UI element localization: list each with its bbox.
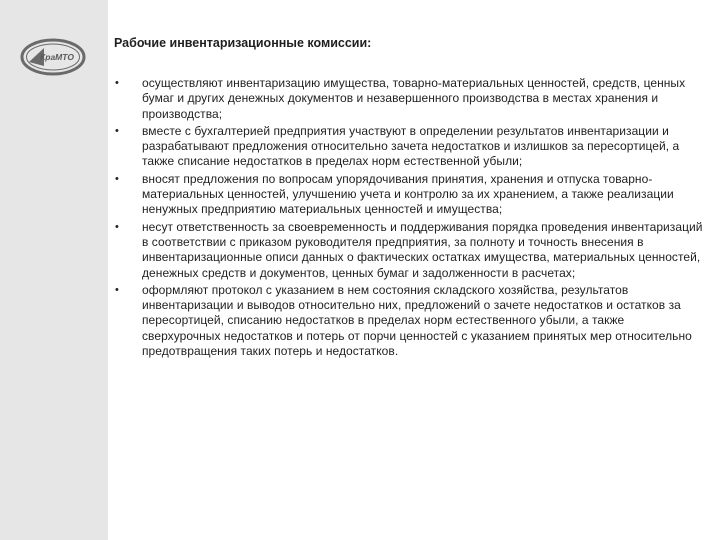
list-item-text: осуществляют инвентаризацию имущества, товарно-материальных ценностей, средств, ценных бумаг и других денежных документов и незавершенного производства в местах хранения и производства; — [142, 76, 686, 121]
bullet-marker: • — [115, 77, 119, 89]
logo-text: КраМТО — [40, 52, 74, 62]
bullet-marker: • — [115, 220, 119, 233]
page-title: Рабочие инвентаризационные комиссии: — [114, 36, 372, 50]
list-item — [114, 172, 704, 218]
list-item-text: оформляют протокол с указанием в нем состояния складского хозяйства, результатов инвентаризации и выводов относительно них, предложений о зачете недостатков и остатков за пересортицей, списанию недостатков в пределах норм естественного убыли, а также сверхурочных недостатков и потерь от порчи ценностей с указанием принятых мер относительно предотвращения таких потерь и недостатков. — [142, 282, 692, 359]
bullet-list — [114, 76, 704, 359]
company-logo — [20, 38, 86, 76]
logo-emblem-icon — [20, 38, 86, 76]
bullet-marker: • — [115, 172, 119, 185]
main-content — [114, 36, 704, 361]
list-item — [114, 124, 704, 170]
list-item — [114, 283, 704, 359]
bullet-marker: • — [115, 283, 119, 296]
list-item — [114, 220, 704, 281]
bullet-marker: • — [115, 124, 119, 137]
list-item-text: вместе с бухгалтерией предприятия участвуют в определении результатов инвентаризации и разрабатывают предложения относительно зачета недостатков и излишков за пересортицей, а также списание недостатков в пределах норм естественной убыли; — [142, 123, 680, 169]
left-sidebar-band — [0, 0, 108, 540]
list-item-text: несут ответственность за своевременность и поддерживания порядка проведения инвентаризаций в соответствии с приказом руководителя предприятия, за полноту и точность внесения в инвентаризационные описи данных о фактических остатках имущества, материальных ценностей, денежных средств и документов, ценных бумаг и задолженности в расчетах; — [142, 219, 703, 280]
list-item — [114, 76, 704, 122]
list-item-text: вносят предложения по вопросам упорядочивания принятия, хранения и отпуска товарно-материальных ценностей, улучшению учета и контролю за их хранением, а также реализации ненужных предприятию материальных ценностей и имущества; — [142, 171, 674, 217]
